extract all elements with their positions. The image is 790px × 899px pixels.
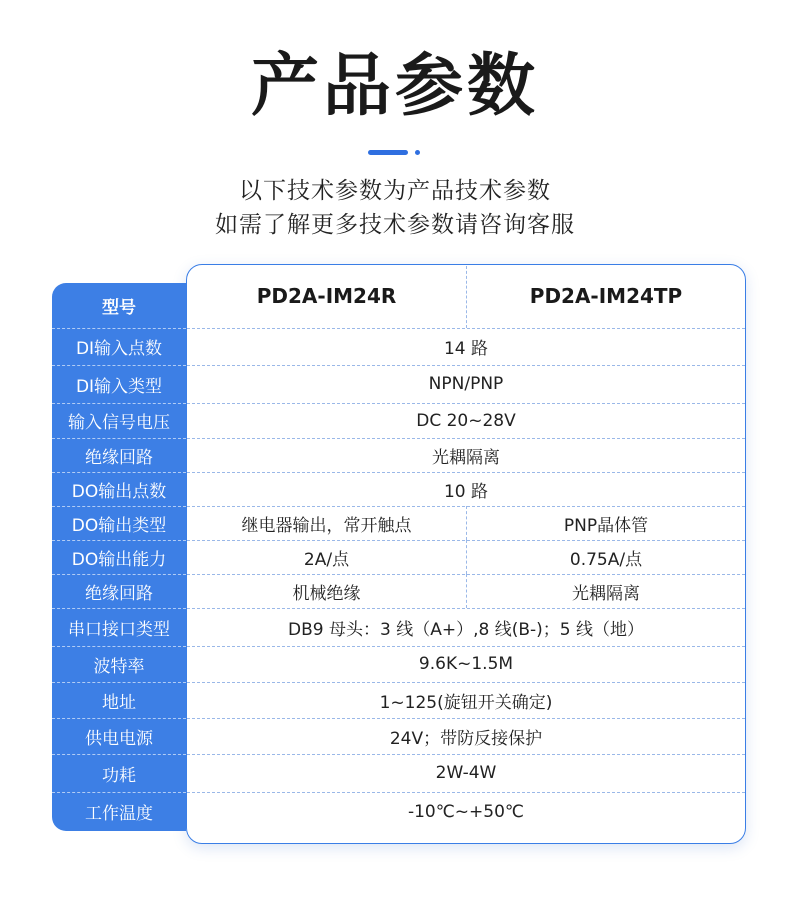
spec-label: 波特率 <box>93 656 145 677</box>
page-title: 产品参数 <box>250 47 539 126</box>
column-divider <box>466 574 467 608</box>
model-name-left: PD2A-IM24R <box>256 284 397 308</box>
spec-value-right: 光耦隔离 <box>572 583 640 604</box>
subtitle-line-1: 以下技术参数为产品技术参数 <box>239 178 551 204</box>
column-divider <box>466 540 467 574</box>
spec-value: 1~125(旋钮开关确定) <box>379 692 553 713</box>
spec-value: 9.6K~1.5M <box>418 654 514 674</box>
spec-value: DB9 母头：3 线（A+）,8 线(B-)；5 线（地） <box>288 619 644 640</box>
spec-label: 串口接口类型 <box>68 619 170 640</box>
subtitle-line-2: 如需了解更多技术参数请咨询客服 <box>215 212 575 238</box>
header-column-divider <box>466 266 467 328</box>
spec-label: DO输出类型 <box>71 515 167 536</box>
model-label: 型号 <box>102 298 136 318</box>
spec-value: 2W-4W <box>435 763 497 783</box>
spec-label: 绝缘回路 <box>85 583 153 604</box>
spec-label: DO输出能力 <box>71 549 167 570</box>
spec-value-left: 继电器输出，常开触点 <box>241 515 412 536</box>
spec-value: 10 路 <box>443 481 489 502</box>
spec-label: 输入信号电压 <box>68 413 170 433</box>
spec-value: -10℃~+50℃ <box>407 801 525 822</box>
spec-label: 工作温度 <box>85 804 153 824</box>
spec-label: 供电电源 <box>85 728 153 749</box>
spec-value: 24V；带防反接保护 <box>389 728 543 749</box>
model-name-right: PD2A-IM24TP <box>529 284 683 308</box>
spec-label: DI输入点数 <box>75 339 163 359</box>
spec-value: 光耦隔离 <box>432 447 500 468</box>
spec-value-right: 0.75A/点 <box>569 549 643 570</box>
title-underline-bar <box>368 150 408 155</box>
spec-value: 14 路 <box>443 339 489 359</box>
spec-label: DO输出点数 <box>71 481 167 502</box>
column-divider <box>466 506 467 540</box>
spec-value-left: 2A/点 <box>303 549 350 570</box>
spec-value: NPN/PNP <box>428 374 504 394</box>
spec-label: 绝缘回路 <box>85 447 153 468</box>
spec-label: 地址 <box>102 692 136 713</box>
spec-label: 功耗 <box>102 765 136 786</box>
spec-label: DI输入类型 <box>75 376 163 397</box>
title-underline-dot <box>415 150 420 155</box>
spec-value: DC 20~28V <box>416 410 516 431</box>
spec-value-right: PNP晶体管 <box>563 515 649 536</box>
spec-value-left: 机械绝缘 <box>292 583 361 604</box>
